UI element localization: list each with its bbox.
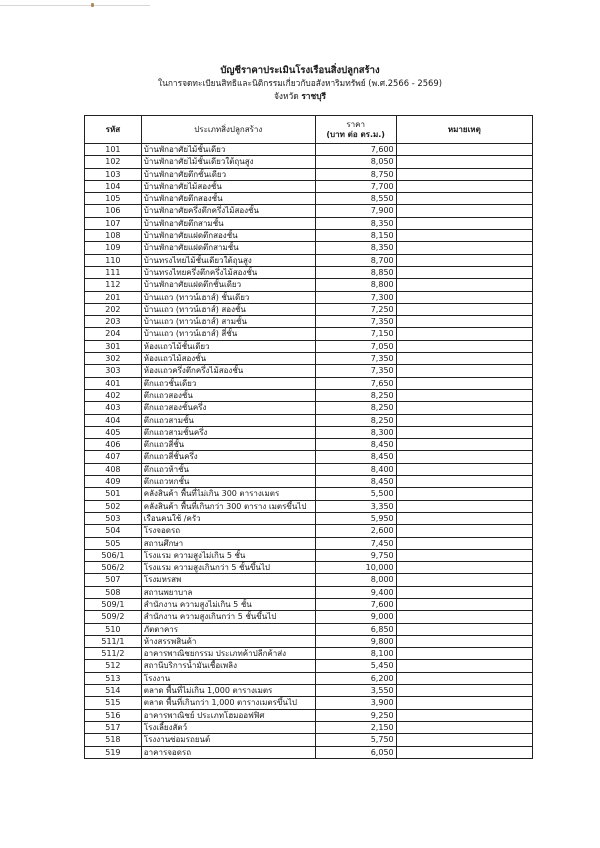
row-code: 108 [85,230,142,242]
row-code: 514 [85,685,142,697]
row-type: โรงงานซ่อมรถยนต์ [141,734,315,746]
row-code: 503 [85,512,142,524]
row-type: ห้องแถวไม้สองชั้น [141,353,315,365]
row-code: 508 [85,586,142,598]
row-price: 2,150 [315,721,396,733]
row-type: อาคารพาณิชยกรรม ประเภทค้าปลีกค้าส่ง [141,648,315,660]
row-price: 7,700 [315,180,396,192]
row-type: ตึกแถวสี่ชั้น [141,439,315,451]
table-row [85,144,533,156]
table-body [85,144,533,759]
table-row [85,254,533,266]
table-row [85,168,533,180]
row-price: 7,650 [315,377,396,389]
row-note [396,476,532,488]
table-row [85,193,533,205]
table-row [85,463,533,475]
row-price: 8,150 [315,230,396,242]
row-price: 8,750 [315,168,396,180]
row-code: 407 [85,451,142,463]
row-code: 303 [85,365,142,377]
table-row [85,623,533,635]
row-note [396,266,532,278]
row-price: 9,800 [315,635,396,647]
row-note [396,611,532,623]
row-note [396,291,532,303]
row-type: บ้านพักอาศัยแฝดตึกสองชั้น [141,230,315,242]
row-note [396,340,532,352]
row-price: 8,850 [315,266,396,278]
row-type: ตึกแถวสองชั้น [141,389,315,401]
table-row [85,537,533,549]
row-code: 519 [85,746,142,758]
document-title: บัญชีราคาประเมินโรงเรือนสิ่งปลูกสร้าง [220,65,380,76]
scan-artifact-line [0,5,150,6]
row-note [396,316,532,328]
row-price: 3,550 [315,685,396,697]
table-row [85,242,533,254]
row-note [396,525,532,537]
row-note [396,156,532,168]
table-row [85,217,533,229]
row-type: ห้องแถวครึ่งตึกครึ่งไม้สองชั้น [141,365,315,377]
table-row [85,549,533,561]
table-row [85,488,533,500]
table-row [85,512,533,524]
row-price: 2,600 [315,525,396,537]
row-type: บ้านแถว (ทาวน์เฮาส์) สี่ชั้น [141,328,315,340]
row-note [396,623,532,635]
row-code: 509/1 [85,598,142,610]
row-type: สำนักงาน ความสูงไม่เกิน 5 ชั้น [141,598,315,610]
row-note [396,500,532,512]
row-price: 7,350 [315,316,396,328]
row-price: 7,350 [315,365,396,377]
province-line [0,89,600,103]
row-code: 512 [85,660,142,672]
row-code: 107 [85,217,142,229]
row-price: 8,350 [315,242,396,254]
row-price: 9,250 [315,709,396,721]
table-row [85,291,533,303]
row-note [396,242,532,254]
row-price: 8,300 [315,426,396,438]
price-table [84,115,533,759]
table-row [85,426,533,438]
table-row [85,611,533,623]
row-type: บ้านพักอาศัยตึกสองชั้น [141,193,315,205]
row-type: บ้านแถว (ทาวน์เฮาส์) สามชั้น [141,316,315,328]
row-note [396,389,532,401]
row-code: 102 [85,156,142,168]
header-code: รหัส [85,116,142,144]
row-price: 5,750 [315,734,396,746]
row-code: 515 [85,697,142,709]
table-row [85,365,533,377]
row-code: 406 [85,439,142,451]
table-row [85,377,533,389]
row-price: 8,250 [315,414,396,426]
row-code: 405 [85,426,142,438]
row-type: ภัตตาคาร [141,623,315,635]
row-note [396,697,532,709]
row-type: สถานีบริการน้ำมันเชื้อเพลิง [141,660,315,672]
row-type: โรงมหรสพ [141,574,315,586]
row-note [396,303,532,315]
row-type: ตลาด พื้นที่ไม่เกิน 1,000 ตารางเมตร [141,685,315,697]
row-code: 408 [85,463,142,475]
row-price: 10,000 [315,562,396,574]
row-type: ตึกแถวสามชั้น [141,414,315,426]
row-note [396,144,532,156]
table-row [85,205,533,217]
row-price: 9,750 [315,549,396,561]
row-code: 511/1 [85,635,142,647]
row-note [396,721,532,733]
row-price: 8,250 [315,389,396,401]
province-name: ราชบุรี [301,91,327,101]
row-code: 401 [85,377,142,389]
row-price: 8,000 [315,574,396,586]
province-label: จังหวัด [273,91,299,101]
row-note [396,328,532,340]
row-type: บ้านแถว (ทาวน์เฮาส์) ชั้นเดียว [141,291,315,303]
row-code: 203 [85,316,142,328]
row-note [396,586,532,598]
table-row [85,156,533,168]
row-type: บ้านพักอาศัยไม้สองชั้น [141,180,315,192]
row-price: 6,200 [315,672,396,684]
row-note [396,734,532,746]
row-price: 5,450 [315,660,396,672]
row-code: 103 [85,168,142,180]
row-note [396,598,532,610]
row-note [396,660,532,672]
row-type: ห้างสรรพสินค้า [141,635,315,647]
row-code: 501 [85,488,142,500]
row-code: 511/2 [85,648,142,660]
document-subtitle: ในการจดทะเบียนสิทธิและนิติกรรมเกี่ยวกับอสังหาริมทรัพย์ (พ.ศ.2566 - 2569) [158,78,442,88]
row-price: 6,850 [315,623,396,635]
row-note [396,672,532,684]
row-type: โรงแรม ความสูงเกินกว่า 5 ชั้นขึ้นไป [141,562,315,574]
row-code: 518 [85,734,142,746]
row-note [396,279,532,291]
table-row [85,586,533,598]
table-row [85,180,533,192]
row-note [396,574,532,586]
table-row [85,746,533,758]
row-code: 506/2 [85,562,142,574]
row-type: บ้านทรงไทยไม้ชั้นเดียวใต้ถุนสูง [141,254,315,266]
row-type: โรงจอดรถ [141,525,315,537]
table-row [85,574,533,586]
table-row [85,303,533,315]
row-code: 513 [85,672,142,684]
row-type: โรงเลี้ยงสัตว์ [141,721,315,733]
row-note [396,463,532,475]
table-row [85,525,533,537]
row-price: 7,300 [315,291,396,303]
row-type: โรงแรม ความสูงไม่เกิน 5 ชั้น [141,549,315,561]
table-row [85,734,533,746]
row-note [396,512,532,524]
row-note [396,685,532,697]
row-price: 8,450 [315,439,396,451]
row-code: 506/1 [85,549,142,561]
row-code: 517 [85,721,142,733]
table-row [85,672,533,684]
row-type: ตึกแถวห้าชั้น [141,463,315,475]
table-row [85,328,533,340]
row-note [396,217,532,229]
row-code: 507 [85,574,142,586]
row-type: ตึกแถวสี่ชั้นครึ่ง [141,451,315,463]
table-row [85,389,533,401]
table-row [85,414,533,426]
row-note [396,205,532,217]
row-price: 7,600 [315,598,396,610]
row-price: 7,250 [315,303,396,315]
table-row [85,685,533,697]
row-type: ตึกแถวสองชั้นครึ่ง [141,402,315,414]
row-code: 403 [85,402,142,414]
table-row [85,451,533,463]
row-note [396,746,532,758]
row-code: 502 [85,500,142,512]
row-note [396,439,532,451]
table-header-row [85,116,533,144]
row-code: 504 [85,525,142,537]
row-code: 402 [85,389,142,401]
header-price [315,116,396,144]
row-note [396,402,532,414]
table-row [85,721,533,733]
row-code: 202 [85,303,142,315]
row-type: คลังสินค้า พื้นที่ไม่เกิน 300 ตารางเมตร [141,488,315,500]
table-row [85,635,533,647]
row-note [396,254,532,266]
row-code: 112 [85,279,142,291]
row-code: 201 [85,291,142,303]
row-code: 106 [85,205,142,217]
row-price: 8,350 [315,217,396,229]
table-row [85,598,533,610]
row-note [396,230,532,242]
table-row [85,230,533,242]
row-price: 8,400 [315,463,396,475]
row-price: 7,350 [315,353,396,365]
row-code: 204 [85,328,142,340]
row-code: 302 [85,353,142,365]
row-type: สำนักงาน ความสูงเกินกว่า 5 ชั้นขึ้นไป [141,611,315,623]
row-code: 104 [85,180,142,192]
row-note [396,549,532,561]
row-type: สถานศึกษา [141,537,315,549]
row-type: โรงงาน [141,672,315,684]
row-code: 301 [85,340,142,352]
row-price: 3,900 [315,697,396,709]
row-price: 3,350 [315,500,396,512]
row-note [396,426,532,438]
row-code: 516 [85,709,142,721]
header-price-line2: (บาท ต่อ ตร.ม.) [326,129,385,139]
row-type: บ้านพักอาศัยไม้ชั้นเดียว [141,144,315,156]
table-row [85,353,533,365]
row-type: ตึกแถวหกชั้น [141,476,315,488]
row-price: 7,050 [315,340,396,352]
row-note [396,365,532,377]
row-note [396,648,532,660]
row-note [396,180,532,192]
row-code: 111 [85,266,142,278]
row-price: 8,250 [315,402,396,414]
row-note [396,193,532,205]
row-price: 7,900 [315,205,396,217]
row-price: 6,050 [315,746,396,758]
table-row [85,562,533,574]
row-type: บ้านพักอาศัยแฝดตึกชั้นเดียว [141,279,315,291]
table-row [85,402,533,414]
header-type: ประเภทสิ่งปลูกสร้าง [141,116,315,144]
row-type: คลังสินค้า พื้นที่เกินกว่า 300 ตาราง เมตรขึ้นไป [141,500,315,512]
row-type: บ้านทรงไทยครึ่งตึกครึ่งไม้สองชั้น [141,266,315,278]
row-price: 7,450 [315,537,396,549]
row-price: 7,150 [315,328,396,340]
row-type: อาคารพาณิชย์ ประเภทโฮมออฟฟิศ [141,709,315,721]
row-type: ตึกแถวสามชั้นครึ่ง [141,426,315,438]
row-type: บ้านพักอาศัยตึกชั้นเดียว [141,168,315,180]
row-price: 7,600 [315,144,396,156]
row-price: 8,700 [315,254,396,266]
table-row [85,697,533,709]
row-price: 5,950 [315,512,396,524]
row-type: สถานพยาบาล [141,586,315,598]
table-row [85,340,533,352]
row-type: เรือนคนใช้ /ครัว [141,512,315,524]
row-type: ห้องแถวไม้ชั้นเดียว [141,340,315,352]
row-note [396,353,532,365]
row-code: 509/2 [85,611,142,623]
row-note [396,414,532,426]
row-price: 9,400 [315,586,396,598]
row-note [396,488,532,500]
row-note [396,709,532,721]
table-row [85,648,533,660]
row-note [396,377,532,389]
row-price: 8,800 [315,279,396,291]
row-type: บ้านพักอาศัยแฝดตึกสามชั้น [141,242,315,254]
table-row [85,500,533,512]
row-code: 505 [85,537,142,549]
row-code: 105 [85,193,142,205]
table-row [85,279,533,291]
table-row [85,316,533,328]
row-type: อาคารจอดรถ [141,746,315,758]
table-row [85,266,533,278]
row-price: 8,450 [315,476,396,488]
row-code: 409 [85,476,142,488]
row-note [396,537,532,549]
row-code: 404 [85,414,142,426]
row-price: 5,500 [315,488,396,500]
row-note [396,168,532,180]
row-note [396,562,532,574]
header-note: หมายเหตุ [396,116,532,144]
row-price: 8,450 [315,451,396,463]
row-price: 9,000 [315,611,396,623]
row-price: 8,050 [315,156,396,168]
row-type: ตึกแถวชั้นเดียว [141,377,315,389]
table-row [85,709,533,721]
row-code: 110 [85,254,142,266]
row-note [396,451,532,463]
row-type: บ้านพักอาศัยตึกสามชั้น [141,217,315,229]
scan-artifact-speck [91,3,94,7]
row-code: 101 [85,144,142,156]
table-row [85,476,533,488]
row-code: 109 [85,242,142,254]
row-note [396,635,532,647]
row-type: บ้านแถว (ทาวน์เฮาส์) สองชั้น [141,303,315,315]
row-type: บ้านพักอาศัยไม้ชั้นเดียวใต้ถุนสูง [141,156,315,168]
table-row [85,439,533,451]
row-price: 8,100 [315,648,396,660]
row-type: บ้านพักอาศัยครึ่งตึกครึ่งไม้สองชั้น [141,205,315,217]
header-price-line1: ราคา [346,119,365,129]
row-code: 510 [85,623,142,635]
row-type: ตลาด พื้นที่เกินกว่า 1,000 ตารางเมตรขึ้นไป [141,697,315,709]
table-row [85,660,533,672]
row-price: 8,550 [315,193,396,205]
